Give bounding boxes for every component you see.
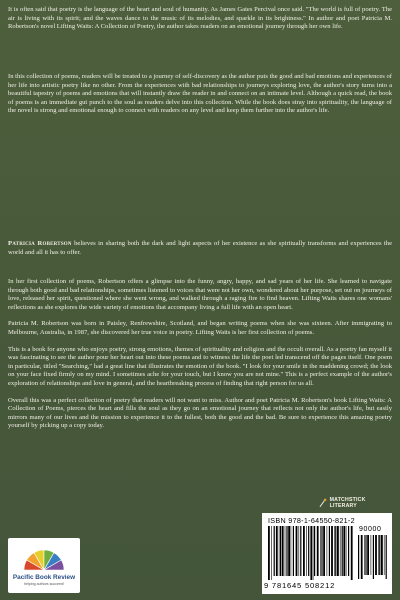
barcode-bar [293, 526, 294, 576]
barcode-bar [358, 535, 359, 579]
pacific-book-review-badge [8, 538, 80, 593]
intro-section [8, 6, 392, 40]
barcode-bar [280, 526, 281, 576]
review-paragraph-1: In her first collection of poems, Robertson offers a glimpse into the funny, angry, happy, and sad years of her life. She learned to navigate through both good and bad relationships, sometimes listened to voices that were not her own, wondered about her purpose, set out on journeys of love, released her spirit, questioned where she went wrong, and walked through a raging fire to find heaven. Lifting Waits shares one womans' reflections as she explores the wide variety of emotions that accompany living a full life with an open heart. [8, 278, 392, 311]
barcode-bar [375, 535, 377, 575]
barcode-bar [303, 526, 305, 576]
barcode-bar [340, 526, 341, 576]
barcode-digits: 9 781645 508212 [264, 581, 336, 590]
barcode-bar [386, 535, 387, 579]
barcode-bar [314, 526, 315, 576]
barcode-bar [343, 526, 345, 576]
review-badge-tagline: helping authors succeed! [24, 581, 64, 586]
barcode-bar [371, 535, 372, 575]
barcode-bar [364, 535, 365, 575]
barcode-bar [378, 535, 379, 575]
barcode-bar [365, 535, 366, 575]
barcode-bar [268, 526, 270, 580]
barcode-bar [313, 526, 314, 580]
barcode-bar [276, 526, 278, 576]
matchstick-icon [318, 498, 328, 508]
barcode-bar [274, 526, 275, 576]
review-paragraph-4: Overall this was a perfect collection of poetry that readers will not want to miss. Author and poet Patricia M. Robertson's book Lifting Waits: A Collection of Poems, pierces the heart and fills the soul as they go on an emotional journey that reflects not only the author's life, but easily mirrors many of our lives and the mission to experience it to the fullest, both the good and the bad. Be sure to experience this amazing poetry yourself by picking up a copy today. [8, 396, 392, 430]
barcode-bar [373, 535, 374, 579]
barcode-bar [308, 526, 309, 576]
author-bio [8, 240, 392, 257]
barcode-bar [348, 526, 349, 576]
barcode-bar [327, 526, 328, 576]
barcode-bar [384, 535, 385, 575]
author-name: Patricia Robertson [8, 240, 72, 247]
barcode-bar [367, 535, 369, 575]
barcode-bar [342, 526, 343, 576]
barcode-bar [300, 526, 301, 576]
barcode-bars [268, 526, 354, 580]
barcode-bar [306, 526, 307, 576]
intro-section-2 [8, 73, 392, 124]
barcode-bar [346, 526, 347, 576]
review-paragraph-3: This is a book for anyone who enjoys poetry, strong emotions, themes of spirituality and religion and the occult overall. As a poetry fan myself it was fascinating to see the author pour her heart out into these poems and to witness the life the poet led transcend off the pages itself. One poem in particular, titled "Searching," had a great line that illustrates the emotion of the book. "I look for your smile in the maddening crowd; the look on your face fixed firmly on my mind. I sometimes ache for your touch, but I know you are not mine." This is a perfect example of the author's exploration of relationships and love in general, and the heartbreaking process of finding that right person for us all. [8, 345, 392, 387]
barcode-bar [337, 526, 339, 576]
barcode-bar [320, 526, 321, 576]
review-badge-name: Pacific Book Review [12, 573, 76, 581]
barcode-bar [286, 526, 287, 576]
open-book-icon [21, 546, 67, 572]
barcode-bar [331, 526, 333, 576]
barcode-bar [317, 526, 319, 576]
barcode-bar [335, 526, 336, 576]
review-paragraph-2: Patricia M. Robertson was born in Paisley, Renfrewshire, Scotland, and began writing poems when she was sixteen. After immigrating to Melbourne, Australia, in 1987, she discovered her true voice in poetry. Lifting Waits is her first collection of poems. [8, 320, 392, 336]
barcode-bar [285, 526, 286, 576]
barcode-bar [279, 526, 280, 576]
barcode-bar [310, 526, 312, 580]
barcode-bar [291, 526, 292, 576]
barcode-bar [271, 526, 272, 580]
price-code: 90000 [359, 526, 382, 533]
publisher-name: MATCHSTICK LITERARY [329, 497, 366, 509]
isbn-barcode [262, 513, 392, 594]
publisher-logo [318, 496, 392, 510]
intro-paragraph-1: It is often said that poetry is the language of the heart and soul of humanity. As James Gates Percival once said. "The world is full of poetry. The air is living with its spirit; and the waves dance to the music of its melodies, and sparkle in its brightness." In author and poet Patricia M. Robertson's novel Lifting Waits: A Collection of Poetry, the author takes readers on an emotional journey through her own life. [8, 6, 392, 31]
barcode-bar [321, 526, 322, 576]
barcode-bar [351, 526, 353, 580]
review-section [8, 278, 392, 439]
barcode-bar [282, 526, 284, 576]
barcode-bar [334, 526, 335, 576]
barcode-bar [379, 535, 380, 575]
barcode-bar [288, 526, 290, 576]
intro-paragraph-2: In this collection of poems, readers will be treated to a journey of self-discovery as the author puts the good and bad emotions and experiences of her life into artistic poetry like no other. From the experiences with bad relationships to journeys exploring love, the author's story turns into a beautiful tapestry of poems and emotions that will instantly draw the reader in and connect on an intimate level. Although a quick read, the book of poems is an immediate gut punch to the soul as readers delve into this collection. While the book does stray into spirituality, the language of the novel is strong and emotional enough to connect with readers on any level and keep them further into the author's life. [8, 73, 392, 115]
barcode-bar [296, 526, 298, 576]
barcode-bar [329, 526, 330, 576]
price-barcode-bars [358, 535, 388, 579]
barcode-bar [361, 535, 363, 579]
author-bio-section [8, 240, 392, 265]
barcode-bar [323, 526, 325, 576]
isbn-number: ISBN 978-1-64550-821-2 [268, 516, 355, 525]
barcode-bar [381, 535, 383, 575]
barcode-bar [299, 526, 300, 576]
author-bio-text: believes in sharing both the dark and light aspects of her existence as she spiritually transforms and experiences the world and all it has to offer. [8, 240, 392, 256]
